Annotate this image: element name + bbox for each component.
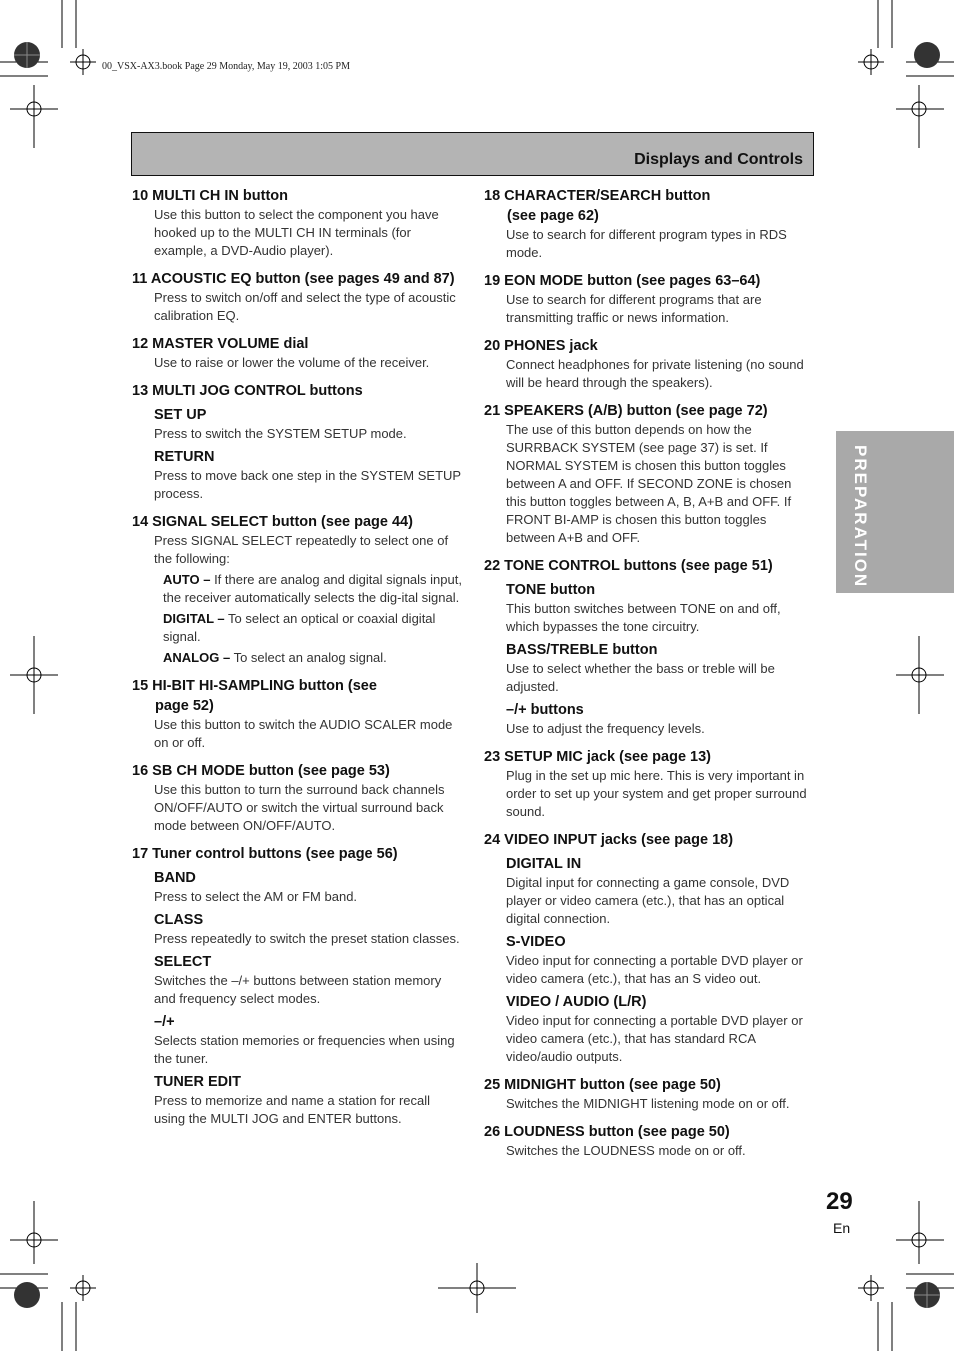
sub-description: Press to select the AM or FM band. — [154, 889, 358, 904]
option-item — [132, 649, 464, 667]
item-heading-text: 11 ACOUSTIC EQ button (see pages 49 and 87) — [132, 271, 455, 287]
sub-heading: DIGITAL IN — [506, 856, 582, 872]
page-language: En — [833, 1220, 851, 1236]
item-description: Press SIGNAL SELECT repeatedly to select one of the following: — [154, 533, 449, 566]
option-text: If there are analog and digital signals input, the receiver automatically selects the dig-ital signal. — [163, 572, 462, 605]
sub-heading: RETURN — [154, 449, 215, 465]
item-description: Use to raise or lower the volume of the receiver. — [154, 355, 430, 370]
sub-description: Use to select whether the bass or treble will be adjusted. — [506, 661, 775, 694]
option-label: DIGITAL – — [163, 611, 225, 626]
item-description: Use this button to turn the surround back channels ON/OFF/AUTO or switch the virtual surround back mode between ON/OFF/AUTO. — [154, 782, 445, 833]
sub-heading: S-VIDEO — [506, 934, 566, 950]
control-item — [132, 334, 464, 372]
item-heading — [484, 336, 814, 356]
option-text: To select an optical or coaxial digital signal. — [163, 611, 436, 644]
page-number: 29 — [826, 1188, 853, 1215]
control-item — [484, 747, 814, 821]
sub-heading: –/+ buttons — [506, 702, 584, 718]
item-heading — [484, 830, 814, 850]
sub-description: This button switches between TONE on and off, which bypasses the tone circuitry. — [506, 601, 781, 634]
item-heading — [132, 381, 464, 401]
item-heading — [484, 747, 814, 767]
item-heading-text: 16 SB CH MODE button (see page 53) — [132, 763, 390, 779]
sub-heading: SELECT — [154, 954, 212, 970]
control-item — [484, 830, 814, 1066]
control-item — [484, 1075, 814, 1113]
item-heading — [132, 676, 464, 716]
sub-heading: VIDEO / AUDIO (L/R) — [506, 994, 647, 1010]
item-heading-text: 19 EON MODE button (see pages 63–64) — [484, 273, 761, 289]
item-heading-text: 22 TONE CONTROL buttons (see page 51) — [484, 558, 773, 574]
item-heading-text: 23 SETUP MIC jack (see page 13) — [484, 749, 712, 765]
item-description: Switches the LOUDNESS mode on or off. — [506, 1143, 746, 1158]
item-description: Use this button to select the component you have hooked up to the MULTI CH IN terminals (for example, a DVD-Audio player). — [154, 207, 439, 258]
option-item — [132, 610, 464, 646]
control-item — [132, 761, 464, 835]
item-heading-text: 20 PHONES jack — [484, 338, 598, 354]
item-description: Use to search for different program types in RDS mode. — [506, 227, 787, 260]
item-description: Use this button to switch the AUDIO SCALER mode on or off. — [154, 717, 453, 750]
side-tab-label: PREPARATION — [851, 445, 870, 589]
section-title: Displays and Controls — [634, 151, 803, 168]
option-label: AUTO – — [163, 572, 211, 587]
item-heading — [132, 269, 464, 289]
sub-heading: TONE button — [506, 582, 596, 598]
item-heading-text: 10 MULTI CH IN button — [132, 188, 288, 204]
sub-description: Video input for connecting a portable DVD player or video camera (etc.), that has an S video out. — [506, 953, 803, 986]
sub-heading: BAND — [154, 870, 196, 886]
item-heading-text: 21 SPEAKERS (A/B) button (see page 72) — [484, 403, 768, 419]
item-heading-text: 15 HI-BIT HI-SAMPLING button (see — [132, 678, 377, 694]
sub-description: Press to memorize and name a station for recall using the MULTI JOG and ENTER buttons. — [154, 1093, 431, 1126]
control-item — [132, 269, 464, 325]
item-heading-text: 25 MIDNIGHT button (see page 50) — [484, 1077, 721, 1093]
item-heading-continued: page 52) — [155, 698, 214, 714]
sub-description: Use to adjust the frequency levels. — [506, 721, 705, 736]
item-heading — [484, 1075, 814, 1095]
sub-heading: TUNER EDIT — [154, 1074, 241, 1090]
item-heading-text: 17 Tuner control buttons (see page 56) — [132, 846, 398, 862]
control-item — [132, 844, 464, 1128]
option-label: ANALOG – — [163, 650, 231, 665]
sub-description: Press repeatedly to switch the preset station classes. — [154, 931, 460, 946]
item-heading — [484, 556, 814, 576]
right-column — [484, 186, 814, 1169]
item-heading-text: 12 MASTER VOLUME dial — [132, 336, 309, 352]
item-heading-text: 26 LOUDNESS button (see page 50) — [484, 1124, 730, 1140]
control-item — [484, 336, 814, 392]
left-column — [132, 186, 464, 1137]
control-item — [132, 381, 464, 503]
control-item — [484, 401, 814, 547]
section-title-bar — [131, 132, 814, 176]
item-heading — [132, 761, 464, 781]
item-heading — [484, 401, 814, 421]
item-heading-text: 24 VIDEO INPUT jacks (see page 18) — [484, 832, 734, 848]
item-heading-text: 14 SIGNAL SELECT button (see page 44) — [132, 514, 413, 530]
sub-description: Video input for connecting a portable DVD player or video camera (etc.), that has standard RCA video/audio outputs. — [506, 1013, 803, 1064]
option-item — [132, 571, 464, 607]
control-item — [484, 1122, 814, 1160]
item-heading — [484, 186, 814, 226]
item-heading — [484, 1122, 814, 1142]
control-item — [484, 556, 814, 738]
item-heading — [132, 186, 464, 206]
item-heading-text: 18 CHARACTER/SEARCH button — [484, 188, 711, 204]
option-text: To select an analog signal. — [233, 650, 387, 665]
control-item — [484, 186, 814, 262]
sub-heading: –/+ — [154, 1014, 175, 1030]
item-heading — [132, 844, 464, 864]
print-header: 00_VSX-AX3.book Page 29 Monday, May 19, 2003 1:05 PM — [102, 61, 350, 72]
item-description: The use of this button depends on how the SURRBACK SYSTEM (see page 37) is set. If NORMAL SYSTEM is chosen this button toggles between A and OFF. If SECOND ZONE is chosen this button toggles between A, B, A+B and OFF. If FRONT BI-AMP is chosen this button toggles between A+B and OFF. — [506, 422, 792, 545]
sub-description: Selects station memories or frequencies when using the tuner. — [154, 1033, 455, 1066]
sub-description: Press to move back one step in the SYSTEM SETUP process. — [154, 468, 461, 501]
item-description: Press to switch on/off and select the type of acoustic calibration EQ. — [154, 290, 456, 323]
control-item — [132, 676, 464, 752]
item-description: Plug in the set up mic here. This is very important in order to set up your system and get proper surround sound. — [506, 768, 807, 819]
item-heading — [132, 512, 464, 532]
sub-heading: CLASS — [154, 912, 204, 928]
control-item — [132, 186, 464, 260]
item-heading-continued: (see page 62) — [507, 208, 599, 224]
control-item — [484, 271, 814, 327]
side-tab — [836, 431, 954, 593]
item-heading-text: 13 MULTI JOG CONTROL buttons — [132, 383, 363, 399]
item-description: Use to search for different programs that are transmitting traffic or news information. — [506, 292, 762, 325]
item-heading — [132, 334, 464, 354]
item-heading — [484, 271, 814, 291]
control-item — [132, 512, 464, 667]
item-description: Connect headphones for private listening (no sound will be heard through the speakers). — [506, 357, 804, 390]
item-description: Switches the MIDNIGHT listening mode on or off. — [506, 1096, 790, 1111]
sub-description: Digital input for connecting a game console, DVD player or video camera (etc.), that has an optical digital connection. — [506, 875, 790, 926]
sub-heading: BASS/TREBLE button — [506, 642, 658, 658]
sub-heading: SET UP — [154, 407, 207, 423]
sub-description: Switches the –/+ buttons between station memory and frequency select modes. — [154, 973, 442, 1006]
sub-description: Press to switch the SYSTEM SETUP mode. — [154, 426, 407, 441]
